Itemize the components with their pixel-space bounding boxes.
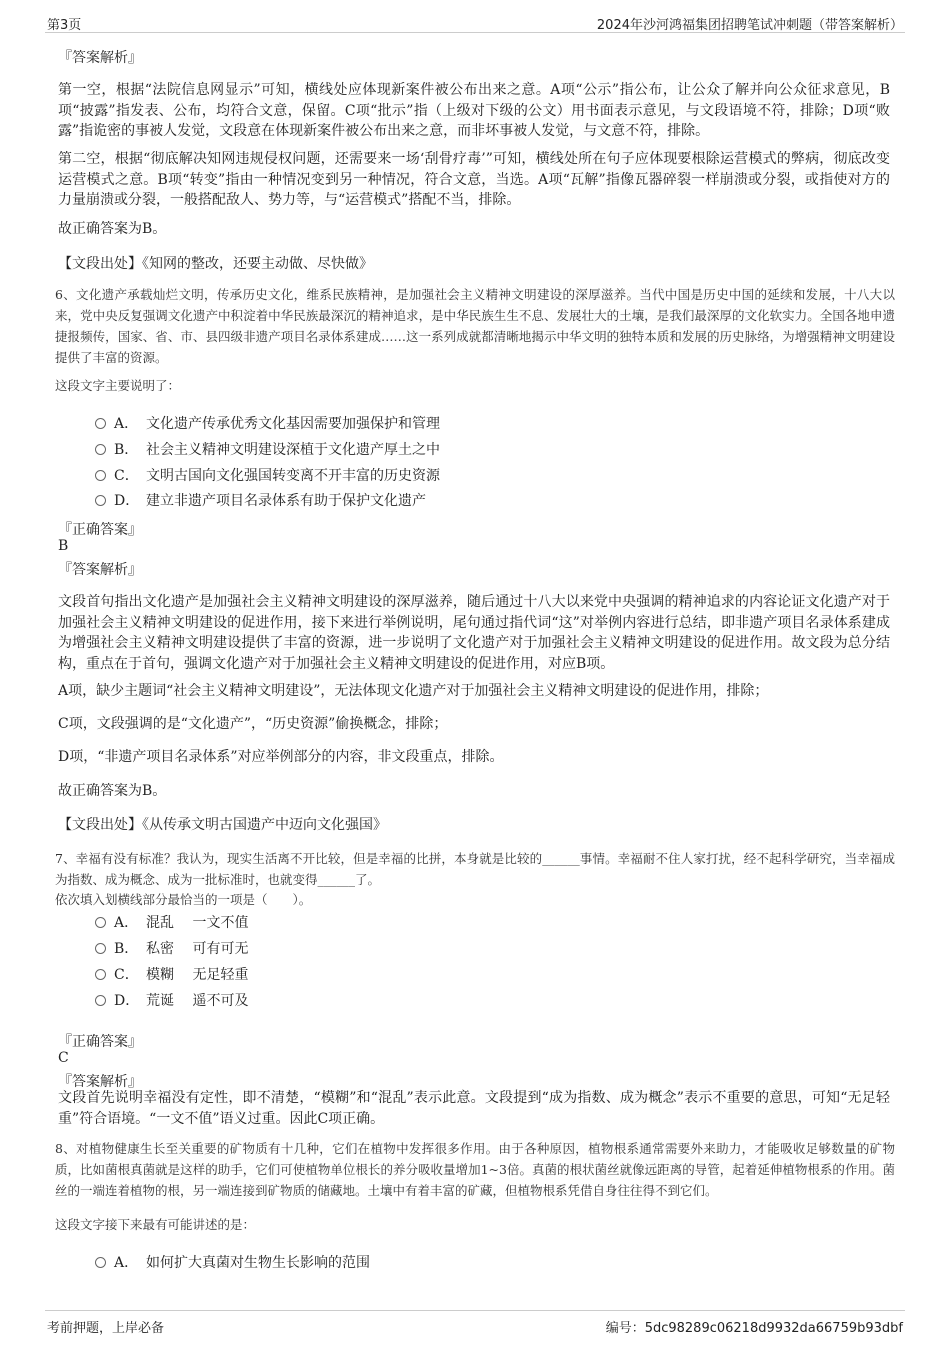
question-prompt: 这段文字接下来最有可能讲述的是： [55,1217,256,1232]
radio-icon[interactable] [95,1257,106,1268]
radio-icon[interactable] [95,495,106,506]
page-header [45,10,905,33]
radio-icon[interactable] [95,444,106,455]
option-d[interactable]: D． 建立非遗产项目名录体系有助于保护文化遗产 [95,490,426,510]
source-text: 【文段出处】《从传承文明古国遗产中迈向文化强国》 [58,817,387,833]
question-prompt: 这段文字主要说明了： [55,378,181,393]
option-a[interactable]: A． 文化遗产传承优秀文化基因需要加强保护和管理 [95,413,440,433]
question-stem: 6、文化遗产承载灿烂文明，传承历史文化，维系民族精神，是加强社会主义精神文明建设的深厚滋养。当代中国是历史中国的延续和发展，十八大以来，党中央反复强调文化遗产中积淀着中华民族最深沉的精神追求，是中华民族生生不息、发展壮大的土壤，是我们最深厚的文化软实力。全国各地申遗捷报频传，国家、省、市、县四级非遗产项目名录体系建成……这一系列成就都清晰地揭示中华文明的独特本质和发展的历史脉络，为增强精神文明建设提供了丰富的资源。 [55,287,895,365]
radio-icon[interactable] [95,969,106,980]
radio-icon[interactable] [95,995,106,1006]
question-stem: 8、对植物健康生长至关重要的矿物质有十几种，它们在植物中发挥很多作用。由于各种原因，植物根系通常需要外来助力，才能吸收足够数量的矿物质，比如菌根真菌就是这样的助手，它们可使植物单位根长的养分吸收量增加1~3倍。真菌的根状菌丝就像远距离的导管，起着延伸植物根系的作用。菌丝的一端连着植物的根，另一端连接到矿物质的储藏地。土壤中有着丰富的矿藏，但植物根系凭借自身往往得不到它们。 [55,1141,895,1198]
answer-label: 『正确答案』 [58,1034,142,1050]
analysis-label: 『答案解析』 [58,50,142,66]
option-c[interactable]: C． 模糊 无足轻重 [95,964,248,984]
analysis-paragraph: A项，缺少主题词“社会主义精神文明建设”，无法体现文化遗产对于加强社会主义精神文明建设的促进作用，排除； [58,683,769,699]
analysis-paragraph: C项，文段强调的是“文化遗产”，“历史资源”偷换概念，排除； [58,716,448,732]
correct-answer: C [58,1050,69,1066]
source-text: 【文段出处】《知网的整改，还要主动做、尽快做》 [58,256,373,272]
conclusion-text: 故正确答案为B。 [58,783,167,799]
question-prompt: 依次填入划横线部分最恰当的一项是（ ）。 [55,892,312,907]
radio-icon[interactable] [95,470,106,481]
option-b[interactable]: B． 社会主义精神文明建设深植于文化遗产厚土之中 [95,439,440,459]
page-footer [45,1310,905,1341]
analysis-paragraph: 第一空，根据“法院信息网显示”可知，横线处应体现新案件被公布出来之意。A项“公示”指公布，让公众了解并向公众征求意见，B项“披露”指发表、公布，均符合文意，保留。C项“批示”指（上级对下级的公文）用书面表示意见，与文段语境不符，排除；D项“败露”指诡密的事被人发觉，文段意在体现新案件被公布出来之意，而非坏事被人发觉，与文意不符，排除。 [58,82,890,139]
radio-icon[interactable] [95,418,106,429]
document-id: 编号：5dc98289c06218d9932da66759b93dbf [605,1321,903,1336]
option-a[interactable]: A． 混乱 一文不值 [95,912,248,932]
analysis-paragraph: 文段首先说明幸福没有定性，即不清楚，“模糊”和“混乱”表示此意。文段提到“成为指数、成为概念”表示不重要的意思，可知“无足轻重”符合语境。“一文不值”语义过重。因此C项正确。 [58,1090,890,1127]
correct-answer: B [58,538,69,554]
document-title: 2024年沙河鸿福集团招聘笔试冲刺题（带答案解析） [596,18,903,33]
analysis-paragraph: 第二空，根据“彻底解决知网违规侵权问题，还需要来一场‘刮骨疗毒’”可知，横线处所在句子应体现要根除运营模式的弊病，彻底改变运营模式之意。B项“转变”指由一种情况变到另一种情况，符合文意，当选。A项“瓦解”指像瓦器碎裂一样崩溃或分裂，或指使对方的力量崩溃或分裂，一般搭配敌人、势力等，与“运营模式”搭配不当，排除。 [58,151,890,208]
option-c[interactable]: C． 文明古国向文化强国转变离不开丰富的历史资源 [95,465,440,485]
footer-slogan: 考前押题，上岸必备 [47,1321,165,1336]
analysis-label: 『答案解析』 [58,562,142,578]
radio-icon[interactable] [95,943,106,954]
analysis-paragraph: D项，“非遗产项目名录体系”对应举例部分的内容，非文段重点，排除。 [58,749,504,765]
option-d[interactable]: D． 荒诞 遥不可及 [95,990,248,1010]
analysis-label: 『答案解析』 [58,1074,142,1090]
option-b[interactable]: B． 私密 可有可无 [95,938,248,958]
page-number: 第3页 [47,18,82,33]
analysis-paragraph: 文段首句指出文化遗产是加强社会主义精神文明建设的深厚滋养，随后通过十八大以来党中央强调的精神追求的内容论证文化遗产对于加强社会主义精神文明建设的促进作用，接下来进行举例说明，尾句通过指代词“这”对举例内容进行总结，即非遗产项目名录体系建成为增强社会主义精神文明建设提供了丰富的资源，进一步说明了文化遗产对于加强社会主义精神文明建设的促进作用。故文段为总分结构，重点在于首句，强调文化遗产对于加强社会主义精神文明建设的促进作用，对应B项。 [58,594,890,672]
question-stem: 7、幸福有没有标准？我认为，现实生活离不开比较，但是幸福的比拼，本身就是比较的______事情。幸福耐不住人家打扰，经不起科学研究，当幸福成为指数、成为概念、成为一批标准时，也就变得______了。 [55,851,895,887]
answer-label: 『正确答案』 [58,522,142,538]
radio-icon[interactable] [95,917,106,928]
conclusion-text: 故正确答案为B。 [58,221,167,237]
option-a[interactable]: A． 如何扩大真菌对生物生长影响的范围 [95,1252,370,1272]
